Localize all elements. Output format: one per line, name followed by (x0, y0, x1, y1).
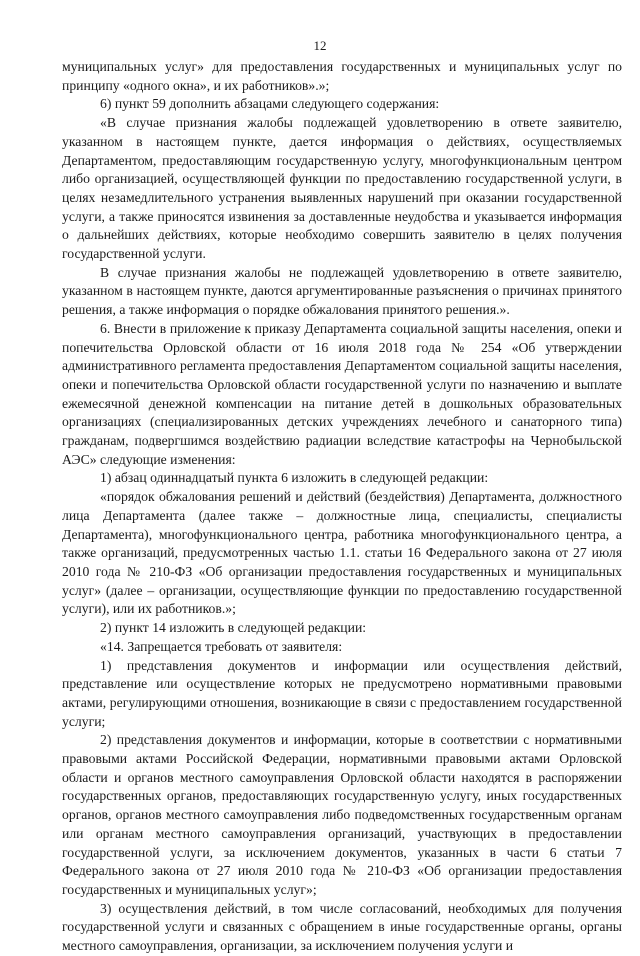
paragraph: В случае признания жалобы не подлежащей удовлетворению в ответе заявителю, указанном в настоящем пункте, даются аргументированные разъяснения о причинах принятого решения, а также информация о порядке обжалования принятого решения.». (62, 264, 622, 318)
paragraph: 6) пункт 59 дополнить абзацами следующего содержания: (100, 96, 440, 112)
paragraph: муниципальных услуг» для предоставления государственных и муниципальных услуг по принципу «одного окна», и их работников».»; (62, 59, 622, 93)
paragraph: 3) осуществления действий, в том числе согласований, необходимых для получения государственной услуги и связанных с обращением в иные государственные органы, органы местного самоуправления, организации, за исключением получения услуги и (62, 900, 622, 954)
paragraph: 1) представления документов и информации или осуществления действий, представление или осуществление которых не предусмотрено нормативными правовыми актами, регулирующими отношения, возникающие в связи с предоставлением государственной услуги; (62, 657, 622, 729)
paragraph: «14. Запрещается требовать от заявителя: (100, 638, 343, 654)
paragraph: 2) представления документов и информации, которые в соответствии с нормативными правовыми актами Российской Федерации, нормативными правовыми актами Орловской области и органов местного самоуправления Орловской области находятся в распоряжении государственных органов, предоставляющих государственную услугу, иных государственных органов, органов местного самоуправления либо подведомственных государственным органам или органам местного самоуправления организаций, участвующих в предоставлении государственной услуги, за исключением документов, указанных в части 6 статьи 7 Федерального закона от 27 июля 2010 года № 210-ФЗ «Об организации предоставления государственных и муниципальных услуг»; (62, 732, 622, 897)
paragraph: 2) пункт 14 изложить в следующей редакции: (100, 620, 367, 636)
paragraph: 1) абзац одиннадцатый пункта 6 изложить в следующей редакции: (100, 470, 489, 486)
document-body (62, 58, 622, 956)
page-number: 12 (313, 38, 327, 53)
paragraph: «порядок обжалования решений и действий (бездействия) Департамента, должностного лица Департамента (далее также – должностные лица, специалисты, специалисты Департамента), многофункционального центра, работника многофункционального центра, а также организаций, предусмотренных частью 1.1. статьи 16 Федерального закона от 27 июля 2010 года № 210-ФЗ «Об организации предоставления государственных и муниципальных услуг» (далее – организации, осуществляющие функции по предоставлению государственной услуги), или их работников.»; (62, 489, 622, 617)
paragraph: «В случае признания жалобы подлежащей удовлетворению в ответе заявителю, указанном в настоящем пункте, дается информация о действиях, осуществляемых Департаментом, предоставляющим государственную услугу, многофункциональным центром либо организацией, осуществляющей функции по предоставлению государственной услуги, в целях незамедлительного устранения выявленных нарушений при оказании государственной услуги, а также приносятся извинения за доставленные неудобства и указывается информация о дальнейших действиях, которые необходимо совершить заявителю в целях получения государственной услуги. (62, 115, 622, 262)
paragraph: 6. Внести в приложение к приказу Департамента социальной защиты населения, опеки и попечительства Орловской области от 16 июля 2018 года № 254 «Об утверждении административного регламента предоставления Департаментом социальной защиты населения, опеки и попечительства Орловской области государственной услуги по назначению и выплате ежемесячной денежной компенсации на питание детей в дошкольных образовательных организациях (специализированных детских учреждениях лечебного и санаторного типа) гражданам, подвергшимся воздействию радиации вследствие катастрофы на Чернобыльской АЭС» следующие изменения: (62, 320, 622, 467)
